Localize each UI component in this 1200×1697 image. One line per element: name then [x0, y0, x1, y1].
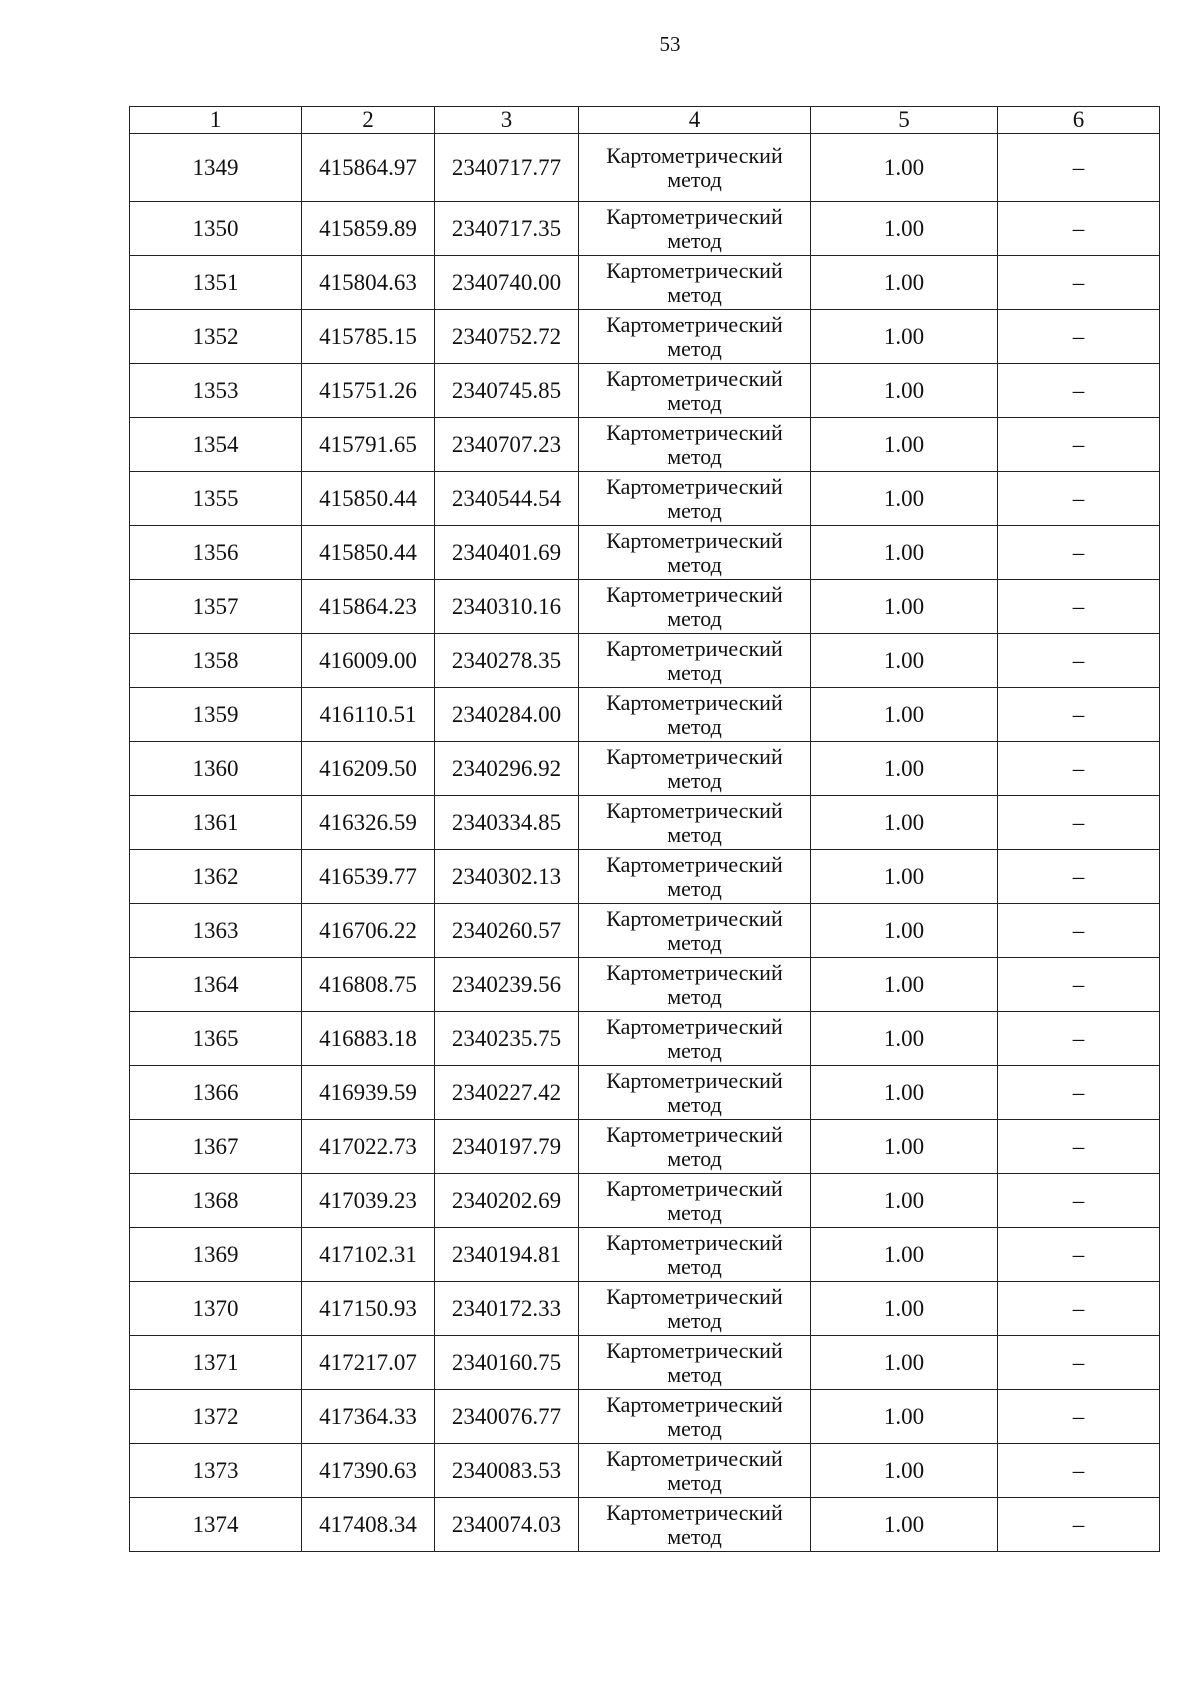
y-coordinate-cell: 2340334.85: [435, 796, 579, 850]
accuracy-cell: 1.00: [811, 1012, 998, 1066]
column-header-2: 2: [302, 107, 435, 134]
table-row: [130, 418, 1160, 472]
y-coordinate-cell: 2340235.75: [435, 1012, 579, 1066]
x-coordinate-cell: 417102.31: [302, 1228, 435, 1282]
accuracy-cell: 1.00: [811, 634, 998, 688]
table-row: [130, 1444, 1160, 1498]
note-cell: –: [998, 688, 1160, 742]
coordinates-table: [129, 106, 1160, 1552]
table-row: [130, 850, 1160, 904]
table-row: [130, 256, 1160, 310]
method-cell: Картометрический метод: [579, 634, 811, 688]
accuracy-cell: 1.00: [811, 796, 998, 850]
page-number: 53: [659, 32, 681, 56]
note-cell: –: [998, 1228, 1160, 1282]
point-number-cell: 1357: [130, 580, 302, 634]
table-row: [130, 472, 1160, 526]
x-coordinate-cell: 417039.23: [302, 1174, 435, 1228]
note-cell: –: [998, 850, 1160, 904]
accuracy-cell: 1.00: [811, 310, 998, 364]
note-cell: –: [998, 1498, 1160, 1552]
table-row: [130, 796, 1160, 850]
y-coordinate-cell: 2340227.42: [435, 1066, 579, 1120]
table-body: [130, 134, 1160, 1552]
x-coordinate-cell: 415859.89: [302, 202, 435, 256]
method-cell: Картометрический метод: [579, 1174, 811, 1228]
note-cell: –: [998, 1012, 1160, 1066]
note-cell: –: [998, 256, 1160, 310]
point-number-cell: 1362: [130, 850, 302, 904]
x-coordinate-cell: 416009.00: [302, 634, 435, 688]
accuracy-cell: 1.00: [811, 1444, 998, 1498]
method-cell: Картометрический метод: [579, 580, 811, 634]
y-coordinate-cell: 2340302.13: [435, 850, 579, 904]
accuracy-cell: 1.00: [811, 1174, 998, 1228]
x-coordinate-cell: 416939.59: [302, 1066, 435, 1120]
note-cell: –: [998, 796, 1160, 850]
point-number-cell: 1373: [130, 1444, 302, 1498]
y-coordinate-cell: 2340284.00: [435, 688, 579, 742]
method-cell: Картометрический метод: [579, 1228, 811, 1282]
x-coordinate-cell: 416209.50: [302, 742, 435, 796]
accuracy-cell: 1.00: [811, 850, 998, 904]
table-row: [130, 1336, 1160, 1390]
y-coordinate-cell: 2340160.75: [435, 1336, 579, 1390]
point-number-cell: 1351: [130, 256, 302, 310]
y-coordinate-cell: 2340083.53: [435, 1444, 579, 1498]
x-coordinate-cell: 416539.77: [302, 850, 435, 904]
y-coordinate-cell: 2340296.92: [435, 742, 579, 796]
x-coordinate-cell: 416326.59: [302, 796, 435, 850]
x-coordinate-cell: 417408.34: [302, 1498, 435, 1552]
table-row: [130, 1282, 1160, 1336]
point-number-cell: 1350: [130, 202, 302, 256]
accuracy-cell: 1.00: [811, 418, 998, 472]
y-coordinate-cell: 2340260.57: [435, 904, 579, 958]
y-coordinate-cell: 2340745.85: [435, 364, 579, 418]
method-cell: Картометрический метод: [579, 364, 811, 418]
accuracy-cell: 1.00: [811, 1336, 998, 1390]
table-row: [130, 364, 1160, 418]
method-cell: Картометрический метод: [579, 742, 811, 796]
table-row: [130, 1120, 1160, 1174]
table-row: [130, 1174, 1160, 1228]
point-number-cell: 1359: [130, 688, 302, 742]
point-number-cell: 1354: [130, 418, 302, 472]
accuracy-cell: 1.00: [811, 688, 998, 742]
y-coordinate-cell: 2340544.54: [435, 472, 579, 526]
accuracy-cell: 1.00: [811, 526, 998, 580]
column-header-5: 5: [811, 107, 998, 134]
y-coordinate-cell: 2340076.77: [435, 1390, 579, 1444]
accuracy-cell: 1.00: [811, 742, 998, 796]
note-cell: –: [998, 904, 1160, 958]
table-row: [130, 688, 1160, 742]
method-cell: Картометрический метод: [579, 134, 811, 202]
point-number-cell: 1368: [130, 1174, 302, 1228]
x-coordinate-cell: 417150.93: [302, 1282, 435, 1336]
point-number-cell: 1366: [130, 1066, 302, 1120]
note-cell: –: [998, 1336, 1160, 1390]
x-coordinate-cell: 416808.75: [302, 958, 435, 1012]
method-cell: Картометрический метод: [579, 1390, 811, 1444]
accuracy-cell: 1.00: [811, 1390, 998, 1444]
y-coordinate-cell: 2340740.00: [435, 256, 579, 310]
y-coordinate-cell: 2340717.77: [435, 134, 579, 202]
note-cell: –: [998, 1174, 1160, 1228]
note-cell: –: [998, 1444, 1160, 1498]
note-cell: –: [998, 202, 1160, 256]
table-row: [130, 526, 1160, 580]
y-coordinate-cell: 2340310.16: [435, 580, 579, 634]
x-coordinate-cell: 415864.97: [302, 134, 435, 202]
point-number-cell: 1371: [130, 1336, 302, 1390]
method-cell: Картометрический метод: [579, 688, 811, 742]
y-coordinate-cell: 2340401.69: [435, 526, 579, 580]
y-coordinate-cell: 2340197.79: [435, 1120, 579, 1174]
x-coordinate-cell: 417022.73: [302, 1120, 435, 1174]
method-cell: Картометрический метод: [579, 904, 811, 958]
table-row: [130, 202, 1160, 256]
point-number-cell: 1367: [130, 1120, 302, 1174]
point-number-cell: 1355: [130, 472, 302, 526]
table-row: [130, 1498, 1160, 1552]
table-row: [130, 1228, 1160, 1282]
accuracy-cell: 1.00: [811, 580, 998, 634]
note-cell: –: [998, 472, 1160, 526]
y-coordinate-cell: 2340278.35: [435, 634, 579, 688]
note-cell: –: [998, 134, 1160, 202]
method-cell: Картометрический метод: [579, 1066, 811, 1120]
point-number-cell: 1370: [130, 1282, 302, 1336]
point-number-cell: 1363: [130, 904, 302, 958]
y-coordinate-cell: 2340074.03: [435, 1498, 579, 1552]
point-number-cell: 1360: [130, 742, 302, 796]
x-coordinate-cell: 416110.51: [302, 688, 435, 742]
method-cell: Картометрический метод: [579, 1336, 811, 1390]
table-row: [130, 904, 1160, 958]
point-number-cell: 1365: [130, 1012, 302, 1066]
method-cell: Картометрический метод: [579, 202, 811, 256]
y-coordinate-cell: 2340752.72: [435, 310, 579, 364]
table-row: [130, 310, 1160, 364]
note-cell: –: [998, 742, 1160, 796]
method-cell: Картометрический метод: [579, 796, 811, 850]
x-coordinate-cell: 416706.22: [302, 904, 435, 958]
method-cell: Картометрический метод: [579, 1498, 811, 1552]
note-cell: –: [998, 1282, 1160, 1336]
point-number-cell: 1369: [130, 1228, 302, 1282]
x-coordinate-cell: 417217.07: [302, 1336, 435, 1390]
x-coordinate-cell: 417364.33: [302, 1390, 435, 1444]
x-coordinate-cell: 415804.63: [302, 256, 435, 310]
method-cell: Картометрический метод: [579, 1012, 811, 1066]
method-cell: Картометрический метод: [579, 850, 811, 904]
table-row: [130, 1390, 1160, 1444]
note-cell: –: [998, 634, 1160, 688]
table-row: [130, 634, 1160, 688]
table-row: [130, 134, 1160, 202]
point-number-cell: 1361: [130, 796, 302, 850]
x-coordinate-cell: 415791.65: [302, 418, 435, 472]
x-coordinate-cell: 415751.26: [302, 364, 435, 418]
note-cell: –: [998, 580, 1160, 634]
accuracy-cell: 1.00: [811, 1120, 998, 1174]
table-row: [130, 1012, 1160, 1066]
accuracy-cell: 1.00: [811, 1282, 998, 1336]
x-coordinate-cell: 415785.15: [302, 310, 435, 364]
column-header-6: 6: [998, 107, 1160, 134]
column-header-4: 4: [579, 107, 811, 134]
method-cell: Картометрический метод: [579, 526, 811, 580]
note-cell: –: [998, 418, 1160, 472]
point-number-cell: 1374: [130, 1498, 302, 1552]
x-coordinate-cell: 415850.44: [302, 526, 435, 580]
method-cell: Картометрический метод: [579, 472, 811, 526]
x-coordinate-cell: 415850.44: [302, 472, 435, 526]
table-row: [130, 1066, 1160, 1120]
method-cell: Картометрический метод: [579, 256, 811, 310]
note-cell: –: [998, 364, 1160, 418]
note-cell: –: [998, 1120, 1160, 1174]
accuracy-cell: 1.00: [811, 364, 998, 418]
point-number-cell: 1353: [130, 364, 302, 418]
column-header-1: 1: [130, 107, 302, 134]
table-row: [130, 958, 1160, 1012]
y-coordinate-cell: 2340202.69: [435, 1174, 579, 1228]
note-cell: –: [998, 1390, 1160, 1444]
method-cell: Картометрический метод: [579, 958, 811, 1012]
table-row: [130, 580, 1160, 634]
y-coordinate-cell: 2340707.23: [435, 418, 579, 472]
accuracy-cell: 1.00: [811, 202, 998, 256]
y-coordinate-cell: 2340717.35: [435, 202, 579, 256]
method-cell: Картометрический метод: [579, 310, 811, 364]
method-cell: Картометрический метод: [579, 1444, 811, 1498]
y-coordinate-cell: 2340172.33: [435, 1282, 579, 1336]
y-coordinate-cell: 2340194.81: [435, 1228, 579, 1282]
point-number-cell: 1364: [130, 958, 302, 1012]
point-number-cell: 1352: [130, 310, 302, 364]
note-cell: –: [998, 1066, 1160, 1120]
accuracy-cell: 1.00: [811, 256, 998, 310]
point-number-cell: 1356: [130, 526, 302, 580]
x-coordinate-cell: 415864.23: [302, 580, 435, 634]
table-row: [130, 742, 1160, 796]
x-coordinate-cell: 417390.63: [302, 1444, 435, 1498]
accuracy-cell: 1.00: [811, 134, 998, 202]
method-cell: Картометрический метод: [579, 1120, 811, 1174]
point-number-cell: 1358: [130, 634, 302, 688]
method-cell: Картометрический метод: [579, 1282, 811, 1336]
point-number-cell: 1349: [130, 134, 302, 202]
y-coordinate-cell: 2340239.56: [435, 958, 579, 1012]
point-number-cell: 1372: [130, 1390, 302, 1444]
table-header-row: [130, 107, 1160, 134]
accuracy-cell: 1.00: [811, 1066, 998, 1120]
x-coordinate-cell: 416883.18: [302, 1012, 435, 1066]
note-cell: –: [998, 958, 1160, 1012]
accuracy-cell: 1.00: [811, 904, 998, 958]
column-header-3: 3: [435, 107, 579, 134]
note-cell: –: [998, 310, 1160, 364]
accuracy-cell: 1.00: [811, 1498, 998, 1552]
accuracy-cell: 1.00: [811, 1228, 998, 1282]
accuracy-cell: 1.00: [811, 472, 998, 526]
method-cell: Картометрический метод: [579, 418, 811, 472]
accuracy-cell: 1.00: [811, 958, 998, 1012]
note-cell: –: [998, 526, 1160, 580]
